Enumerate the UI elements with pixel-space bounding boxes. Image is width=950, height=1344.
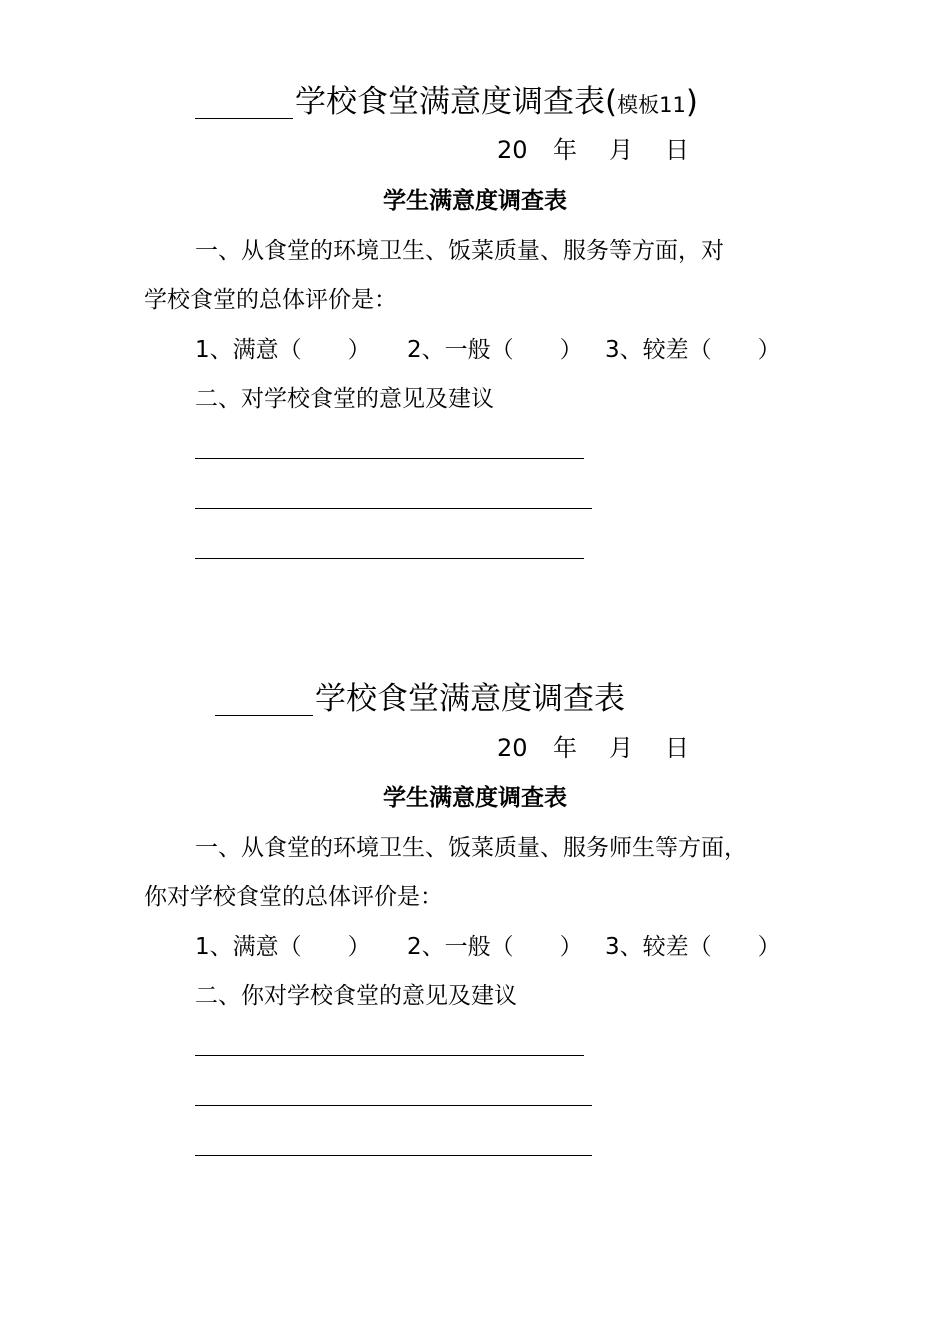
form-title-row [0, 80, 950, 130]
month-label: 月 [609, 734, 633, 762]
question-1-line-2: 你对学校食堂的总体评价是： [144, 884, 443, 910]
answer-line[interactable] [195, 508, 592, 509]
day-label: 日 [665, 734, 689, 762]
survey-subheading: 学生满意度调查表 [383, 188, 567, 214]
form-title: 学校食堂满意度调查表 [315, 681, 625, 717]
form-title: 学校食堂满意度调查表(模板11) [295, 84, 698, 120]
school-name-blank[interactable] [215, 715, 313, 716]
question-1-line-1: 一、从食堂的环境卫生、饭菜质量、服务等方面，对 [195, 238, 724, 264]
option-satisfied[interactable]: 1、满意（ ） [195, 934, 371, 960]
year-prefix: 20 [497, 136, 528, 164]
month-label: 月 [609, 136, 633, 164]
answer-line[interactable] [195, 1155, 592, 1156]
answer-line[interactable] [195, 1055, 584, 1056]
option-poor[interactable]: 3、较差（ ） [605, 934, 781, 960]
question-2: 二、对学校食堂的意见及建议 [195, 386, 494, 412]
year-prefix: 20 [497, 734, 528, 762]
option-average[interactable]: 2、一般（ ） [407, 337, 583, 363]
option-satisfied[interactable]: 1、满意（ ） [195, 337, 371, 363]
year-label: 年 [553, 136, 577, 164]
year-label: 年 [553, 734, 577, 762]
template-note: 模板11 [617, 93, 686, 117]
option-average[interactable]: 2、一般（ ） [407, 934, 583, 960]
answer-line[interactable] [195, 558, 584, 559]
answer-line[interactable] [195, 458, 584, 459]
answer-line[interactable] [195, 1105, 592, 1106]
survey-subheading: 学生满意度调查表 [383, 785, 567, 811]
option-poor[interactable]: 3、较差（ ） [605, 337, 781, 363]
day-label: 日 [665, 136, 689, 164]
question-1-line-1: 一、从食堂的环境卫生、饭菜质量、服务师生等方面， [195, 835, 747, 861]
form-title-row [0, 677, 950, 727]
question-1-line-2: 学校食堂的总体评价是： [144, 287, 397, 313]
question-2: 二、你对学校食堂的意见及建议 [195, 983, 517, 1009]
school-name-blank[interactable] [195, 118, 293, 119]
